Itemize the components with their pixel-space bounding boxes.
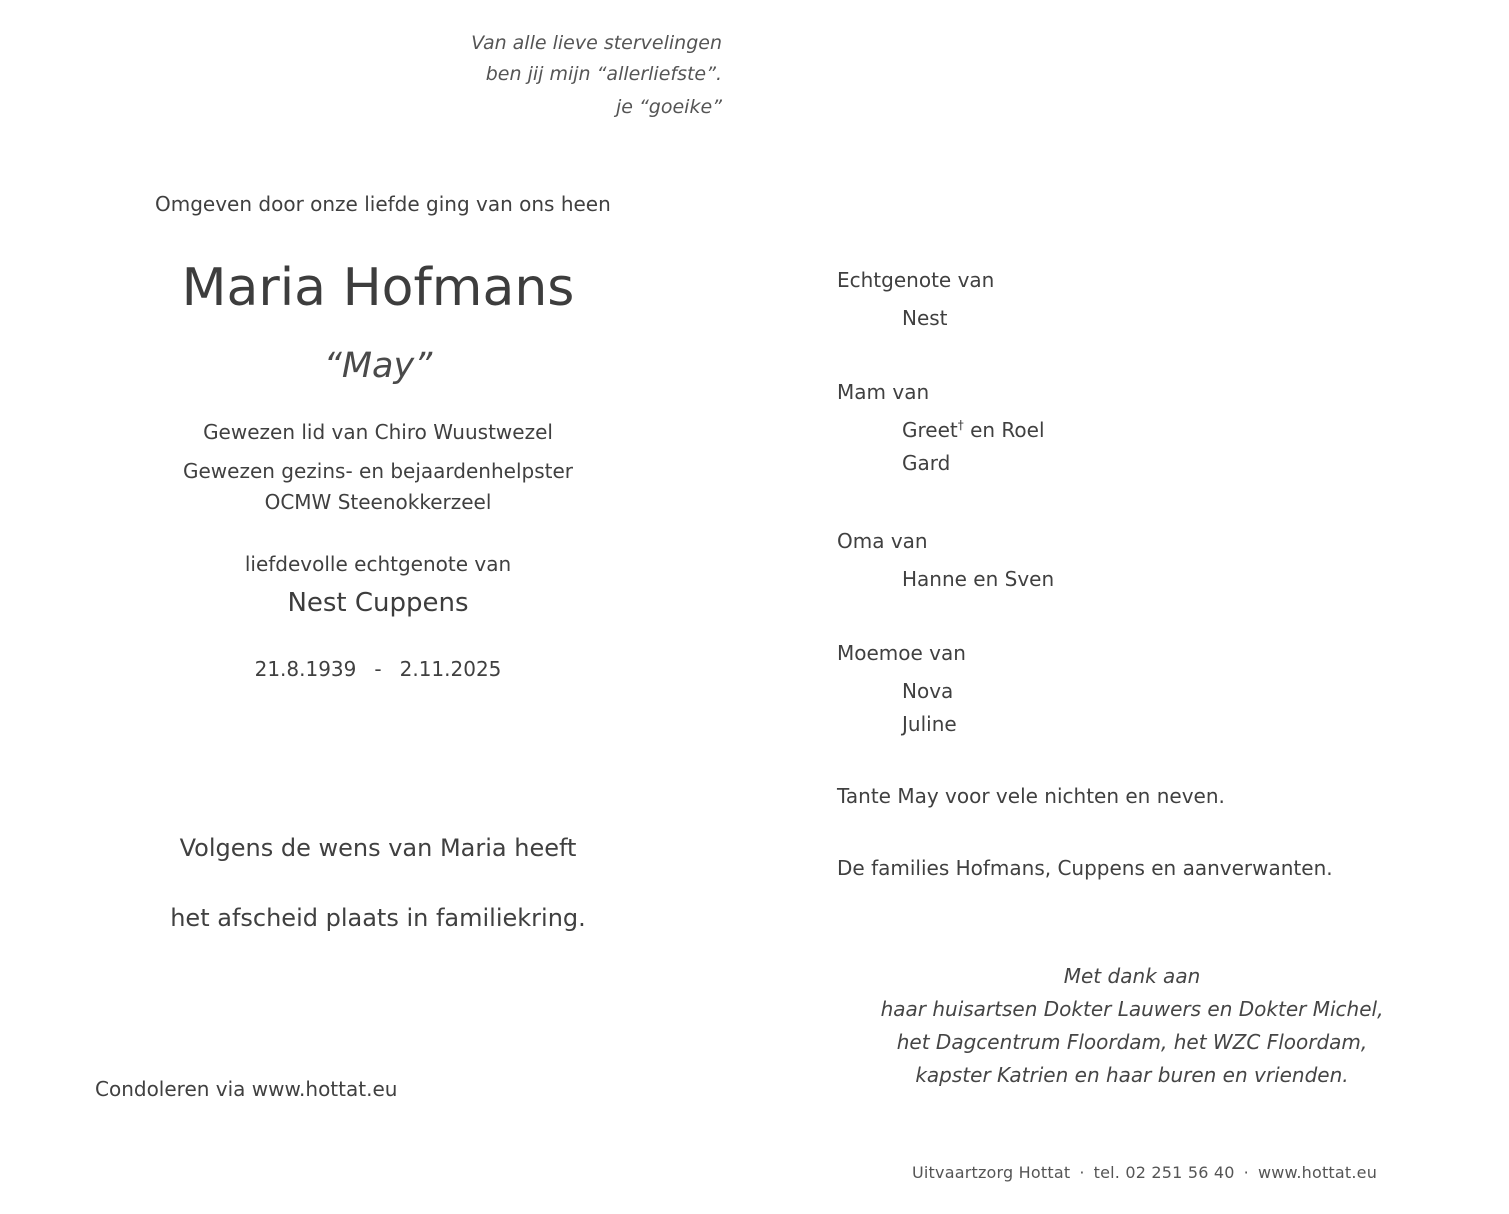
spouse-first-name: Nest — [902, 306, 948, 330]
grandchildren-label: Oma van — [837, 529, 928, 553]
thanks-block — [838, 960, 1426, 1092]
child-1-partner: en Roel — [963, 418, 1045, 442]
thanks-line-4: kapster Katrien en haar buren en vrienden. — [915, 1063, 1349, 1087]
thanks-line-1: Met dank aan — [1063, 964, 1201, 988]
spouse-intro: liefdevolle echtgenote van — [244, 552, 512, 576]
footer-separator-2: · — [1243, 1163, 1249, 1182]
footer-separator-1: · — [1079, 1163, 1085, 1182]
greatgrandchild-1: Nova — [902, 679, 954, 703]
greatgrandchildren-names — [837, 675, 966, 741]
deceased-name: Maria Hofmans — [181, 258, 575, 318]
farewell-line-1: Volgens de wens van Maria heeft — [179, 834, 577, 862]
deceased-nickname: “May” — [323, 346, 433, 386]
families-line: De families Hofmans, Cuppens en aanverwanten. — [837, 856, 1333, 880]
farewell-message — [78, 831, 678, 936]
grandchildren-names: Hanne en Sven — [902, 567, 1055, 591]
spouse-label: Echtgenote van — [837, 268, 995, 292]
funeral-home-name: Uitvaartzorg Hottat — [912, 1163, 1071, 1182]
spouse-name: Nest Cuppens — [287, 588, 469, 618]
funeral-home-footer — [912, 1163, 1377, 1182]
greatgrandchild-2: Juline — [902, 712, 957, 736]
funeral-home-website: www.hottat.eu — [1257, 1163, 1378, 1182]
thanks-line-3: het Dagcentrum Floordam, het WZC Floordam, — [896, 1030, 1368, 1054]
spouse-relation — [837, 266, 994, 335]
children-names — [837, 414, 1045, 480]
farewell-line-2: het afscheid plaats in familiekring. — [170, 904, 586, 932]
children-relation — [837, 378, 1045, 480]
quote-line-2: ben jij mijn “allerliefste”. — [485, 63, 722, 85]
date-separator: - — [374, 657, 382, 681]
quote-line-3: je “goeike” — [615, 96, 722, 118]
child-1-name: Greet — [902, 418, 958, 442]
children-label: Mam van — [837, 380, 930, 404]
occupation-line-1: Gewezen gezins- en bejaardenhelpster — [183, 459, 573, 483]
grandchildren-relation — [837, 527, 1054, 596]
funeral-home-phone: tel. 02 251 56 40 — [1093, 1163, 1235, 1182]
aunt-line: Tante May voor vele nichten en neven. — [837, 784, 1225, 808]
intro-text: Omgeven door onze liefde ging van ons heen — [155, 192, 611, 216]
thanks-line-2: haar huisartsen Dokter Lauwers en Dokter Michel, — [880, 997, 1384, 1021]
greatgrandchildren-relation — [837, 639, 966, 741]
occupation-line-2: OCMW Steenokkerzeel — [264, 490, 492, 514]
membership-line: Gewezen lid van Chiro Wuustwezel — [203, 420, 553, 444]
opening-quote — [400, 28, 722, 123]
life-dates — [78, 657, 678, 681]
cross-mark-icon: † — [957, 418, 964, 432]
birth-date: 21.8.1939 — [254, 657, 357, 681]
farewell-gap — [78, 866, 678, 901]
child-line-1 — [902, 414, 1045, 447]
child-line-2: Gard — [902, 451, 951, 475]
greatgrandchildren-label: Moemoe van — [837, 641, 966, 665]
condolences-line: Condoleren via www.hottat.eu — [95, 1077, 398, 1101]
quote-line-1: Van alle lieve stervelingen — [471, 32, 722, 54]
death-date: 2.11.2025 — [399, 657, 502, 681]
occupation-block — [78, 456, 678, 518]
